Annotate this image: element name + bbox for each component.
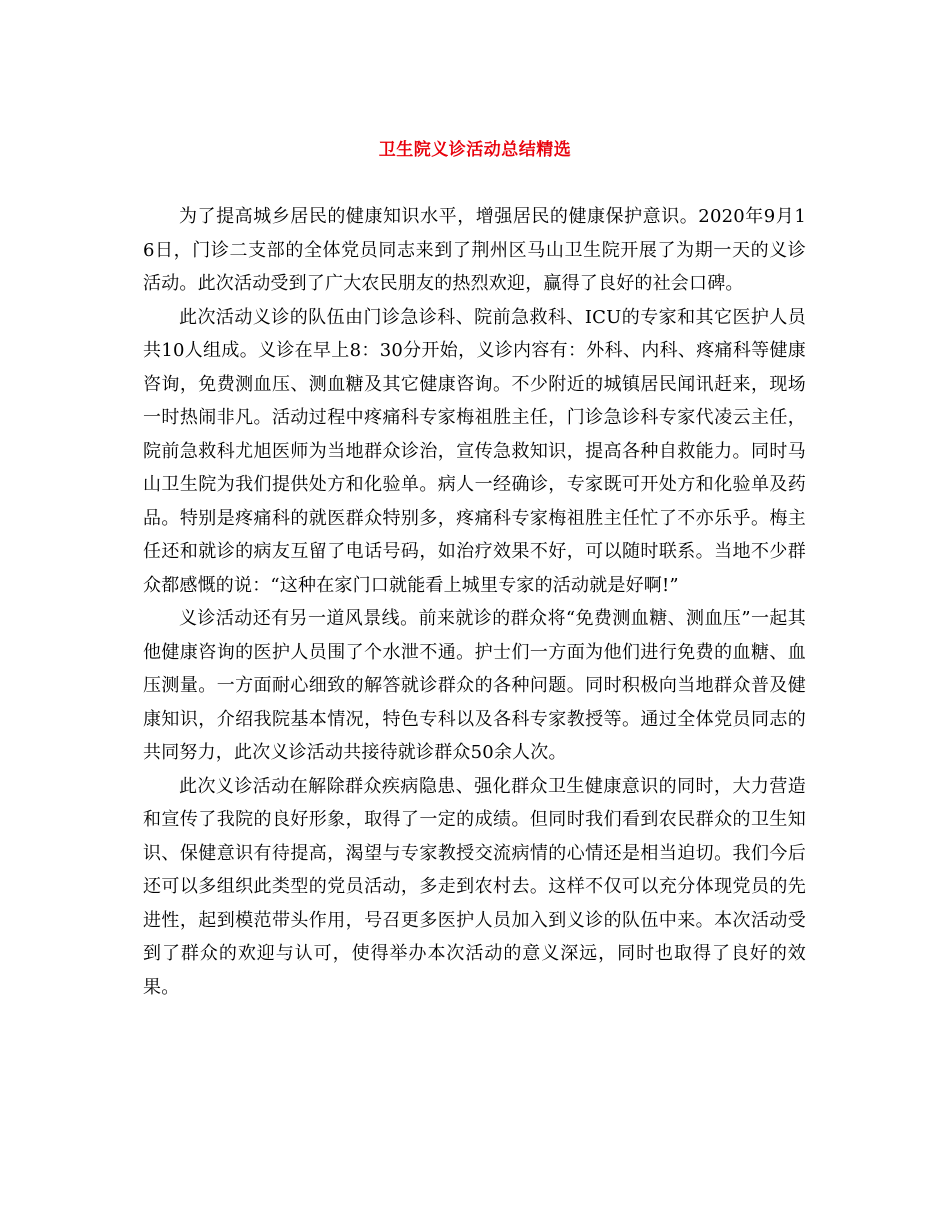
paragraph-1: 为了提高城乡居民的健康知识水平，增强居民的健康保护意识。2020年9月16日，门诊二支部的全体党员同志来到了荆州区马山卫生院开展了为期一天的义诊活动。此次活动受到了广大农民朋友的热烈欢迎，赢得了良好的社会口碑。 (143, 206, 806, 294)
document-body (143, 200, 806, 1004)
paragraph-4: 此次义诊活动在解除群众疾病隐患、强化群众卫生健康意识的同时，大力营造和宣传了我院的良好形象，取得了一定的成绩。但同时我们看到农民群众的卫生知识、保健意识有待提高，渴望与专家教授交流病情的心情还是相当迫切。我们今后还可以多组织此类型的党员活动，多走到农村去。这样不仅可以充分体现党员的先进性，起到模范带头作用，号召更多医护人员加入到义诊的队伍中来。本次活动受到了群众的欢迎与认可，使得举办本次活动的意义深远，同时也取得了良好的效果。 (143, 775, 806, 998)
paragraph-2: 此次活动义诊的队伍由门诊急诊科、院前急救科、ICU的专家和其它医护人员共10人组成。义诊在早上8：30分开始，义诊内容有：外科、内科、疼痛科等健康咨询，免费测血压、测血糖及其它健康咨询。不少附近的城镇居民闻讯赶来，现场一时热闹非凡。活动过程中疼痛科专家梅祖胜主任，门诊急诊科专家代凌云主任，院前急救科尤旭医师为当地群众诊治，宣传急救知识，提高各种自救能力。同时马山卫生院为我们提供处方和化验单。病人一经确诊，专家既可开处方和化验单及药品。特别是疼痛科的就医群众特别多，疼痛科专家梅祖胜主任忙了不亦乐乎。梅主任还和就诊的病友互留了电话号码，如治疗效果不好，可以随时联系。当地不少群众都感慨的说：“这种在家门口就能看上城里专家的活动就是好啊!” (143, 306, 806, 596)
paragraph-3: 义诊活动还有另一道风景线。前来就诊的群众将“免费测血糖、测血压”一起其他健康咨询的医护人员围了个水泄不通。护士们一方面为他们进行免费的血糖、血压测量。一方面耐心细致的解答就诊群众的各种问题。同时积极向当地群众普及健康知识，介绍我院基本情况，特色专科以及各科专家教授等。通过全体党员同志的共同努力，此次义诊活动共接待就诊群众50余人次。 (143, 608, 806, 763)
document-title: 卫生院义诊活动总结精选 (378, 140, 572, 160)
